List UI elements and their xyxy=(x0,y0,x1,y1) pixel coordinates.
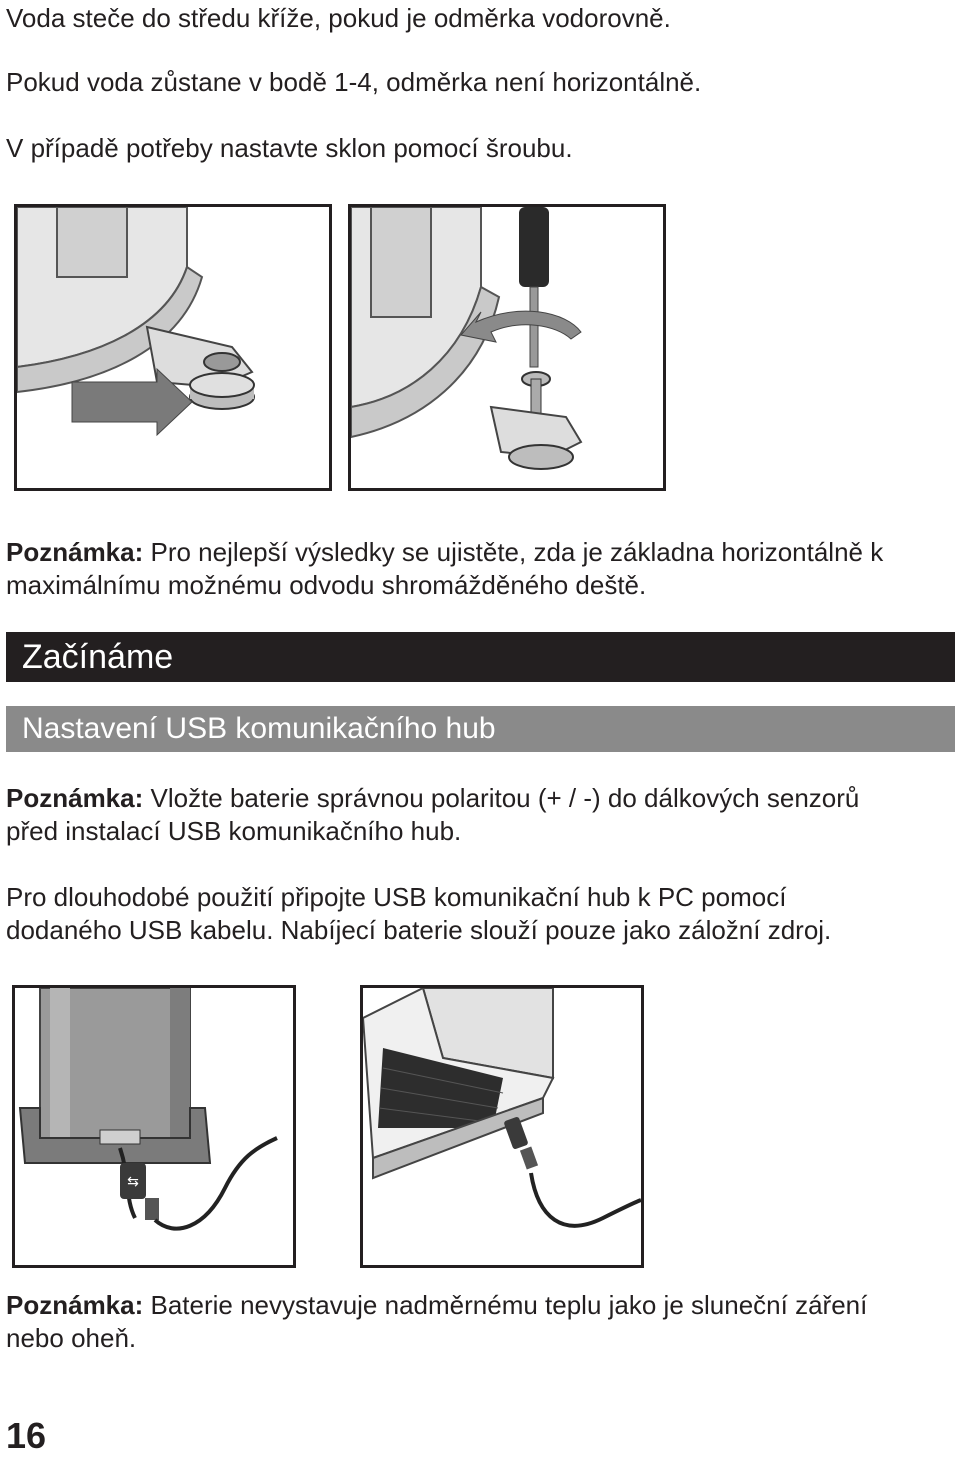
note-3-line-1 xyxy=(6,1289,867,1322)
note-3-label: Poznámka: xyxy=(6,1290,144,1320)
base-foot-illustration xyxy=(14,204,332,491)
usb-line-1: Pro dlouhodobé použití připojte USB komunikační hub k PC pomocí xyxy=(6,882,787,912)
laptop-usb-illustration xyxy=(360,985,644,1268)
usb-hub-illustration xyxy=(12,985,296,1268)
usb-line-2: dodaného USB kabelu. Nabíjecí baterie slouží pouze jako záložní zdroj. xyxy=(6,915,832,945)
note-3-text: Baterie nevystavuje nadměrnému teplu jako je sluneční záření xyxy=(143,1290,868,1320)
section-title: Začínáme xyxy=(6,632,955,682)
usb-hub-drawing xyxy=(15,988,293,1265)
note-2-line-1 xyxy=(6,782,859,815)
intro-line-1: Voda steče do středu kříže, pokud je odměrka vodorovně. xyxy=(6,3,671,33)
intro-line-3: V případě potřeby nastavte sklon pomocí šroubu. xyxy=(6,133,573,163)
note-2-label: Poznámka: xyxy=(6,783,144,813)
note-2-text: Vložte baterie správnou polaritou (+ / -) do dálkových senzorů xyxy=(143,783,860,813)
note-1-line-2: maximálnímu možnému odvodu shromážděného deště. xyxy=(6,570,647,600)
intro-line-2: Pokud voda zůstane v bodě 1-4, odměrka není horizontálně. xyxy=(6,67,702,97)
laptop-drawing xyxy=(363,988,641,1265)
section-subtitle: Nastavení USB komunikačního hub xyxy=(6,706,955,752)
note-1-label: Poznámka: xyxy=(6,537,144,567)
screwdriver-drawing xyxy=(351,207,663,488)
note-2-line-2: před instalací USB komunikačního hub. xyxy=(6,816,462,846)
note-3-line-2: nebo oheň. xyxy=(6,1323,137,1353)
page-number: 16 xyxy=(6,1415,47,1456)
note-1-text: Pro nejlepší výsledky se ujistěte, zda je základna horizontálně k xyxy=(143,537,884,567)
note-1-line-1 xyxy=(6,536,883,569)
svg-text:⇆: ⇆ xyxy=(127,1174,139,1190)
base-foot-drawing xyxy=(17,207,329,488)
screwdriver-adjust-illustration xyxy=(348,204,666,491)
